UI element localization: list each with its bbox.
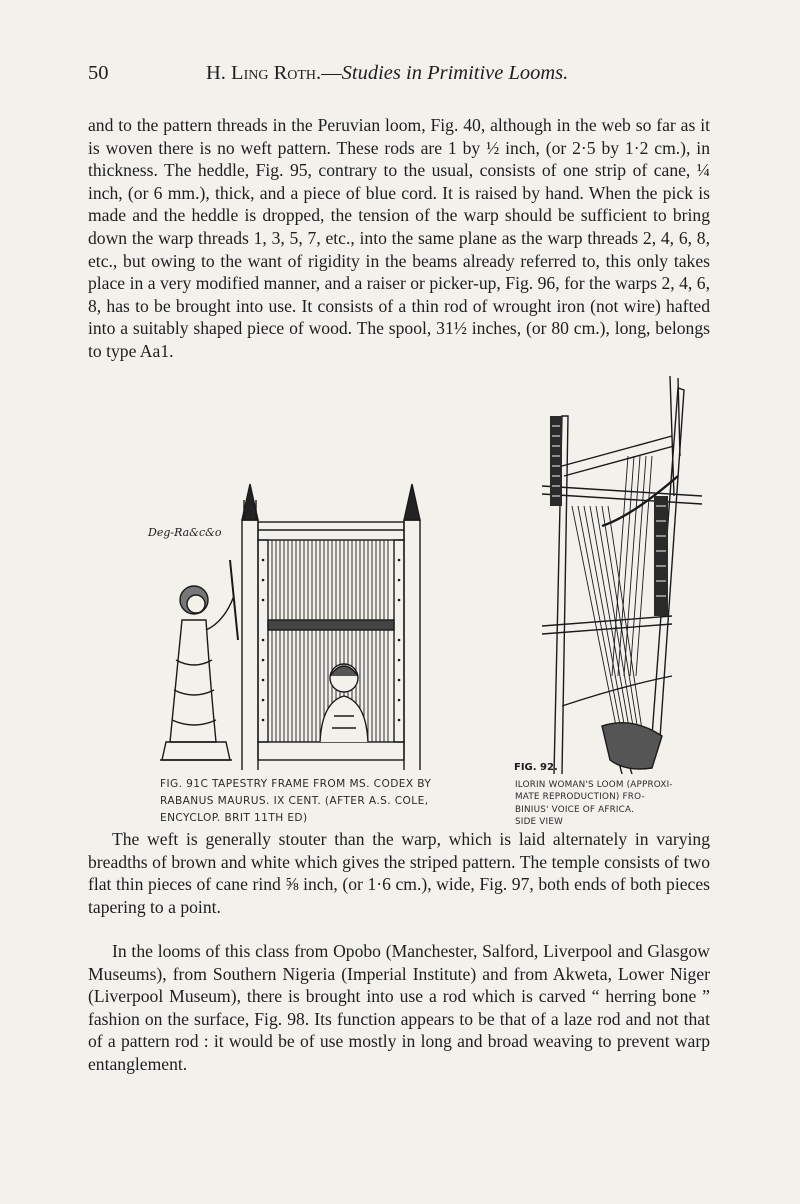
author-name: H. Ling Roth. — [206, 62, 322, 84]
paragraph-weft-text: The weft is generally stouter than the warp, which is laid alternately in varying breadths of brown and white which gives the striped pattern. The temple consists of two flat thin pieces of cane rind ⅝ inch, (or 1·6 cm.), wide, Fig. 97, both ends of both pieces tapering to a point. — [88, 829, 710, 917]
work-title: Studies in Primitive Looms. — [341, 62, 569, 84]
caption-line: MATE REPRODUCTION) FRO- — [515, 792, 645, 803]
caption-line: RABANUS MAURUS. IX CENT. (AFTER A.S. COLE, — [160, 795, 429, 807]
paragraph-herring-bone — [88, 940, 710, 1076]
figure-caption-tapestry — [160, 776, 431, 827]
paragraph-heddle: and to the pattern threads in the Peruvian loom, Fig. 40, although in the web so far as it is woven there is no weft pattern. These rods are 1 by ½ inch, (or 2·5 by 1·2 cm.), in thickness. The heddle, Fig. 95, contrary to the usual, consists of one strip of cane, ¼ inch, (or 6 mm.), thick, and a piece of blue cord. It is raised by hand. When the pick is made and the heddle is dropped, the tension of the warp should be sufficient to bring down the warp threads 1, 3, 5, 7, etc., into the same plane as the warp threads 2, 4, 6, 8, etc., but owing to the want of rigidity in the beams already referred to, this only takes place in a very modified manner, and a raiser or picker-up, Fig. 96, for the warps 2, 4, 6, 8, has to be brought into use. It consists of a thin rod of wrought iron (not wire) hafted into a suitably shaped piece of wood. The spool, 31½ inches, (or 80 cm.), long, belongs to type Aa1. — [88, 115, 710, 361]
ilorin-loom-illustration — [502, 376, 718, 774]
caption-line: BINIUS' VOICE OF AFRICA. — [515, 804, 635, 815]
running-title — [206, 62, 568, 85]
caption-line: FIG. 91C TAPESTRY FRAME FROM MS. CODEX BY — [160, 778, 432, 790]
page-number: 50 — [88, 62, 109, 84]
figure-caption-ilorin — [515, 779, 673, 829]
artist-signature: Deg-Ra&c&o — [148, 526, 222, 539]
figure-label: FIG. 92. — [514, 762, 558, 773]
title-separator: — — [321, 62, 342, 84]
paragraph-herring-bone-text: In the looms of this class from Opobo (Manchester, Salford, Liverpool and Glasgow Museums), from Southern Nigeria (Imperial Institute) and from Akweta, Lower Niger (Liverpool Museum), there is brought into use a rod which is carved “ herring bone ” fashion on the surface, Fig. 98. Its function appears to be that of a laze rod and not that of a pattern rod : it would be of use mostly in long and broad weaving to prevent warp entanglement. — [88, 941, 710, 1074]
paragraph-weft — [88, 828, 710, 918]
caption-line: ILORIN WOMAN'S LOOM (APPROXI- — [515, 780, 673, 790]
caption-line: SIDE VIEW — [515, 817, 563, 828]
figure-ilorin-loom — [502, 376, 718, 774]
tapestry-frame-illustration — [146, 480, 508, 770]
figure-tapestry-frame — [146, 480, 508, 770]
caption-line: ENCYCLOP. BRIT 11TH ED) — [160, 812, 308, 824]
